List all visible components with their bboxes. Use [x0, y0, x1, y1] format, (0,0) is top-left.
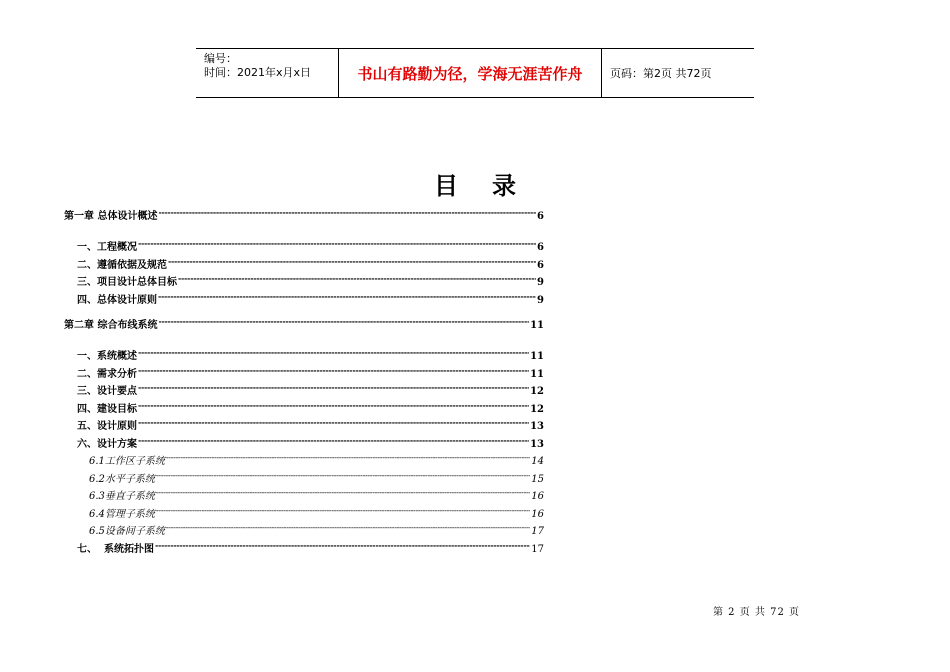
toc-label: 一、系统概述 [77, 351, 137, 362]
toc-page: 6 [537, 242, 544, 253]
toc-entry[interactable] [77, 255, 544, 272]
toc-entry[interactable] [89, 469, 544, 486]
toc-label: 三、设计要点 [77, 386, 137, 397]
toc-leader [168, 255, 536, 268]
page-footer: 第 2 页 共 72 页 [713, 607, 800, 618]
toc-page: 9 [537, 277, 544, 288]
toc-page: 15 [531, 474, 544, 485]
toc-entry[interactable] [77, 346, 544, 363]
toc-page: 16 [531, 491, 544, 502]
toc-entry[interactable] [77, 539, 544, 556]
toc-label: 六、设计方案 [77, 439, 137, 450]
toc-entry[interactable] [77, 237, 544, 254]
toc-entry[interactable] [89, 504, 544, 521]
toc-entry[interactable] [77, 416, 544, 433]
page-title: 目录 [434, 172, 550, 200]
toc-leader [178, 272, 536, 285]
toc-entry[interactable] [89, 521, 544, 538]
toc-leader [156, 469, 530, 482]
toc-label: 6.3垂直子系统 [89, 491, 155, 502]
toc-label: 四、总体设计原则 [77, 295, 157, 306]
toc-label: 三、项目设计总体目标 [77, 277, 177, 288]
toc-entry[interactable] [77, 272, 544, 289]
header-page-info: 页码：第2页 共72页 [610, 67, 712, 80]
toc-leader [156, 486, 530, 499]
toc-label: 二、遵循依据及规范 [77, 260, 167, 271]
header-meta [196, 49, 338, 97]
time-label: 时间：2021年x月x日 [204, 66, 312, 79]
toc-entry[interactable] [77, 364, 544, 381]
toc-label: 6.5设备间子系统 [89, 526, 165, 537]
toc-page: 11 [530, 369, 544, 380]
toc-entry[interactable] [64, 206, 544, 223]
toc-page: 17 [531, 544, 544, 555]
toc-label: 6.1工作区子系统 [89, 456, 165, 467]
toc-page: 12 [530, 386, 544, 397]
toc-label: 五、设计原则 [77, 421, 137, 432]
toc-page: 11 [530, 320, 544, 331]
toc-label: 6.2水平子系统 [89, 474, 155, 485]
toc-entry[interactable] [77, 399, 544, 416]
toc-leader [156, 504, 530, 517]
toc-page: 13 [530, 439, 544, 450]
toc-entry[interactable] [64, 315, 544, 332]
toc-leader [158, 206, 536, 219]
page-header [196, 48, 754, 98]
toc-label: 二、需求分析 [77, 369, 137, 380]
toc-label: 一、工程概况 [77, 242, 137, 253]
toc-leader [166, 521, 530, 534]
toc-entry[interactable] [77, 381, 544, 398]
toc-leader [138, 364, 529, 377]
toc-entry[interactable] [77, 434, 544, 451]
toc-label: 第二章 综合布线系统 [64, 320, 158, 331]
number-label: 编号： [204, 52, 237, 65]
header-motto: 书山有路勤为径，学海无涯苦作舟 [357, 64, 583, 83]
toc-label: 第一章 总体设计概述 [64, 211, 158, 222]
toc-entry[interactable] [89, 451, 544, 468]
toc-leader [138, 237, 536, 250]
toc-page: 6 [537, 260, 544, 271]
toc-leader [138, 416, 529, 429]
toc-leader [158, 315, 529, 328]
toc-page: 6 [537, 211, 544, 222]
toc-leader [138, 399, 529, 412]
toc-page: 11 [530, 351, 544, 362]
toc-page: 16 [531, 509, 544, 520]
toc-page: 14 [531, 456, 544, 467]
toc-leader [155, 539, 530, 552]
toc-label: 6.4管理子系统 [89, 509, 155, 520]
toc-leader [138, 346, 529, 359]
toc-leader [166, 451, 530, 464]
toc-leader [158, 290, 536, 303]
toc-page: 13 [530, 421, 544, 432]
toc-page: 17 [531, 526, 544, 537]
toc-label: 四、建设目标 [77, 404, 137, 415]
toc-page: 9 [537, 295, 544, 306]
toc-leader [138, 381, 529, 394]
toc-leader [138, 434, 529, 447]
toc-entry[interactable] [77, 290, 544, 307]
toc-label: 七、 系统拓扑图 [77, 544, 154, 555]
toc-entry[interactable] [89, 486, 544, 503]
toc-page: 12 [530, 404, 544, 415]
